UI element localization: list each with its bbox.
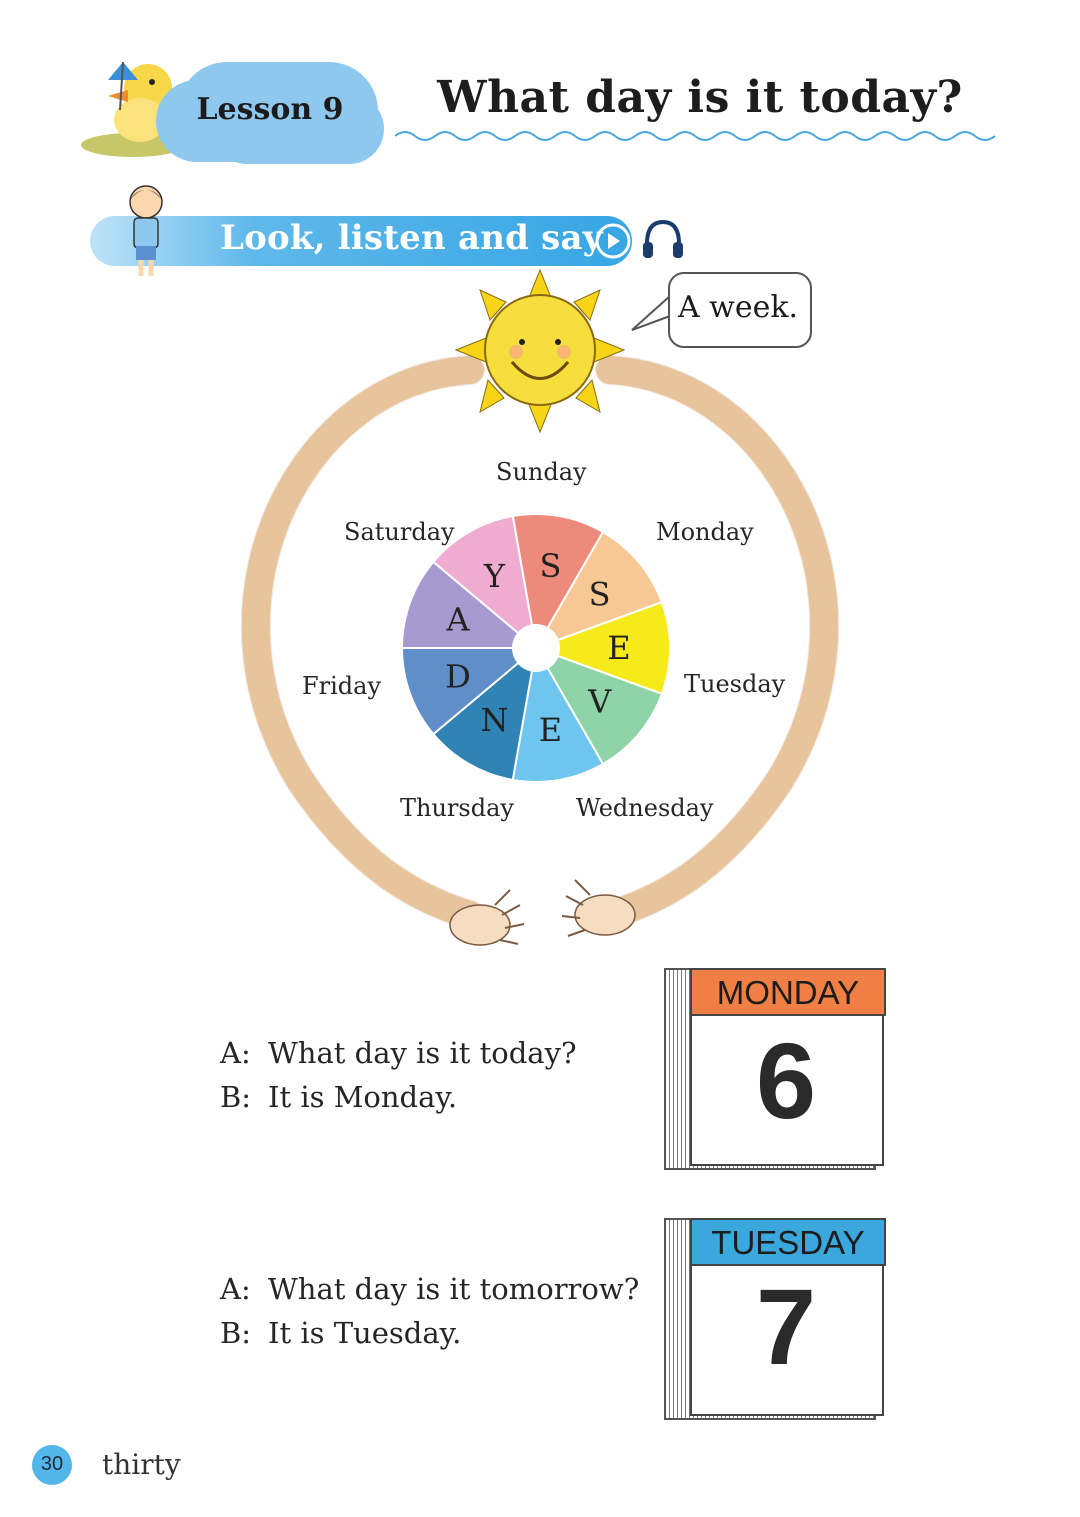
section-label: Look, listen and say — [220, 218, 603, 258]
dialogue-text: It is Monday. — [268, 1080, 458, 1114]
day-label-monday: Monday — [656, 518, 754, 546]
dialogue-2-line-a — [220, 1272, 639, 1306]
wheel-letter: N — [480, 700, 509, 739]
day-label-friday: Friday — [302, 672, 382, 700]
sun-icon — [456, 270, 624, 432]
calendar-day-header: MONDAY — [690, 968, 886, 1016]
wheel-letter: Y — [483, 557, 506, 596]
calendar-monday — [664, 968, 872, 1154]
wheel-letter: D — [445, 657, 471, 696]
wheel-letter: A — [446, 600, 470, 639]
wheel-letter: E — [607, 629, 631, 667]
calendar-day-header: TUESDAY — [690, 1218, 886, 1266]
calendar-date: 6 — [755, 1020, 817, 1141]
wheel-letter: S — [588, 575, 611, 614]
page-number: 30 — [40, 1453, 64, 1475]
day-label-tuesday: Tuesday — [684, 670, 786, 698]
speaker-label: B: — [220, 1080, 252, 1114]
day-label-saturday: Saturday — [344, 518, 455, 546]
day-label-sunday: Sunday — [496, 458, 587, 486]
speech-text: A week. — [677, 290, 799, 325]
wheel-letter: E — [538, 710, 563, 749]
dialogue-1-line-a — [220, 1036, 577, 1070]
day-label-wednesday: Wednesday — [576, 794, 714, 822]
dialogue-2-line-b — [220, 1316, 461, 1350]
dialogue-text: What day is it tomorrow? — [268, 1272, 640, 1306]
dialogue-1-line-b — [220, 1080, 457, 1114]
wheel-center — [512, 624, 560, 672]
speaker-label: B: — [220, 1316, 252, 1350]
lesson-label: Lesson 9 — [196, 92, 344, 127]
page-number-word: thirty — [102, 1448, 181, 1481]
wheel-letter: S — [539, 547, 562, 586]
page-title: What day is it today? — [437, 72, 963, 123]
day-label-thursday: Thursday — [400, 794, 514, 822]
wheel-letter: V — [588, 682, 612, 721]
calendar-tuesday — [664, 1218, 872, 1404]
dialogue-text: What day is it today? — [268, 1036, 577, 1070]
right-hand-icon — [562, 880, 635, 936]
calendar-date: 7 — [755, 1266, 817, 1387]
dialogue-text: It is Tuesday. — [268, 1316, 462, 1350]
speaker-label: A: — [220, 1272, 251, 1306]
speaker-label: A: — [220, 1036, 251, 1070]
